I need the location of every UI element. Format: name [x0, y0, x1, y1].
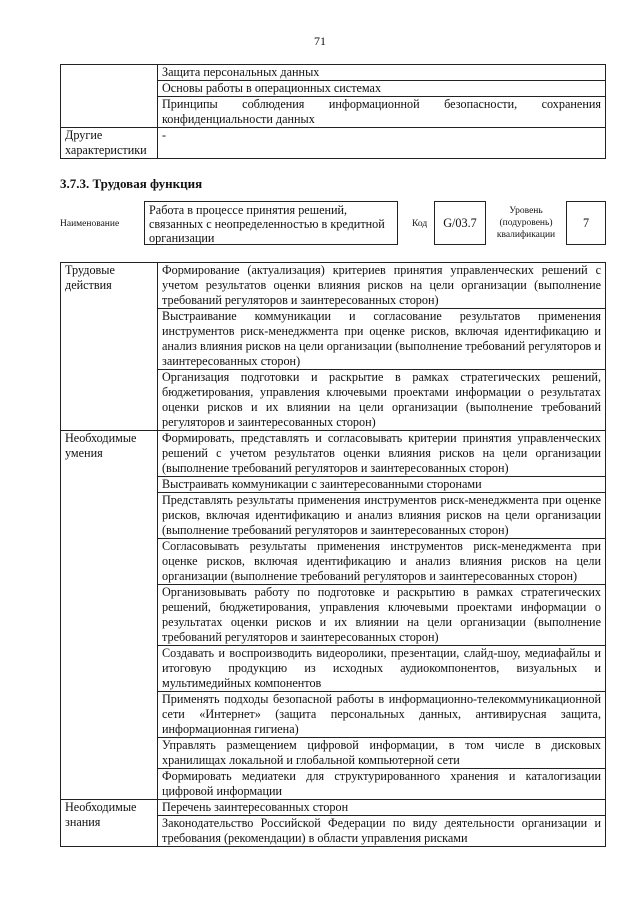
level-label: Уровень (подуровень) квалификации: [496, 206, 556, 240]
code-label: Код: [412, 219, 428, 229]
labor-action-item: Организация подготовки и раскрытие в рамках стратегических решений, бюджетирования, управления ключевыми проектами информации о результатах оценки рисков и их влиянии на цели организации (выполнение требований регуляторов и заинтересованных сторон): [158, 370, 606, 431]
top-table-item: Принципы соблюдения информационной безопасности, сохранения конфиденциальности данных: [158, 97, 606, 128]
skill-item: Согласовывать результаты применения инструментов риск-менеджмента при оценке рисков, включая идентификацию и анализ влияния рисков на цели организации (выполнение требований регуляторов и заинтересованных сторон): [158, 539, 606, 585]
knowledge-item: Законодательство Российской Федерации по виду деятельности организации и требования (рекомендации) в области управления рисками: [158, 816, 606, 847]
labor-action-item: Формирование (актуализация) критериев принятия управленческих решений с учетом результатов оценки влияния рисков на цели организации (выполнение требований регуляторов и заинтересованных сторон): [158, 263, 606, 309]
top-table-item: Основы работы в операционных системах: [158, 81, 606, 97]
skill-item: Выстраивать коммуникации с заинтересованными сторонами: [158, 477, 606, 493]
top-table-item: Защита персональных данных: [158, 65, 606, 81]
code-box: G/03.7: [434, 201, 486, 245]
name-label: Наименование: [60, 219, 120, 229]
skill-item: Применять подходы безопасной работы в информационно-телекоммуникационной сети «Интернет» (защита персональных данных, антивирусная защита, информационная гигиена): [158, 692, 606, 738]
page-number: 71: [314, 34, 326, 48]
labor-action-item: Выстраивание коммуникации и согласование результатов применения инструментов риск-менеджмента при оценке рисков, включая идентификацию и анализ влияния рисков на цели организации (выполнение требований регуляторов и заинтересованных сторон): [158, 309, 606, 370]
skill-item: Создавать и воспроизводить видеоролики, презентации, слайд-шоу, медиафайлы и итоговую продукцию из исходных аудиокомпонентов, визуальных и мультимедийных компонентов: [158, 646, 606, 692]
function-name-box: Работа в процессе принятия решений, связанных с неопределенностью в кредитной организации: [144, 201, 398, 245]
level-box: 7: [566, 201, 606, 245]
skill-item: Представлять результаты применения инструментов риск-менеджмента при оценке рисков, включая идентификацию и анализ влияния рисков на цели организации (выполнение требований регуляторов и заинтересованных сторон): [158, 493, 606, 539]
required-knowledge-label: Необходимые знания: [61, 800, 158, 847]
other-characteristics-label: Другие характеристики: [61, 128, 158, 159]
skill-item: Формировать медиатеки для структурированного хранения и каталогизации цифровой информации: [158, 769, 606, 800]
section-heading: 3.7.3. Трудовая функция: [60, 176, 203, 191]
required-skills-label: Необходимые умения: [61, 431, 158, 800]
main-table: [60, 262, 606, 847]
skill-item: Организовывать работу по подготовке и раскрытию в рамках стратегических решений, бюджетирования, управления ключевыми проектами информации о результатах оценки рисков и их влиянии на цели организации (выполнение требований регуляторов и заинтересованных сторон): [158, 585, 606, 646]
skill-item: Управлять размещением цифровой информации, в том числе в дисковых хранилищах локальной и глобальной компьютерной сети: [158, 738, 606, 769]
skill-item: Формировать, представлять и согласовывать критерии принятия управленческих решений с учетом результатов оценки влияния рисков на цели организации (выполнение требований регуляторов и заинтересованных сторон): [158, 431, 606, 477]
top-table: [60, 64, 606, 159]
knowledge-item: Перечень заинтересованных сторон: [158, 800, 606, 816]
other-characteristics-value: -: [158, 128, 606, 159]
labor-actions-label: Трудовые действия: [61, 263, 158, 431]
top-table-label-empty: [61, 65, 158, 128]
